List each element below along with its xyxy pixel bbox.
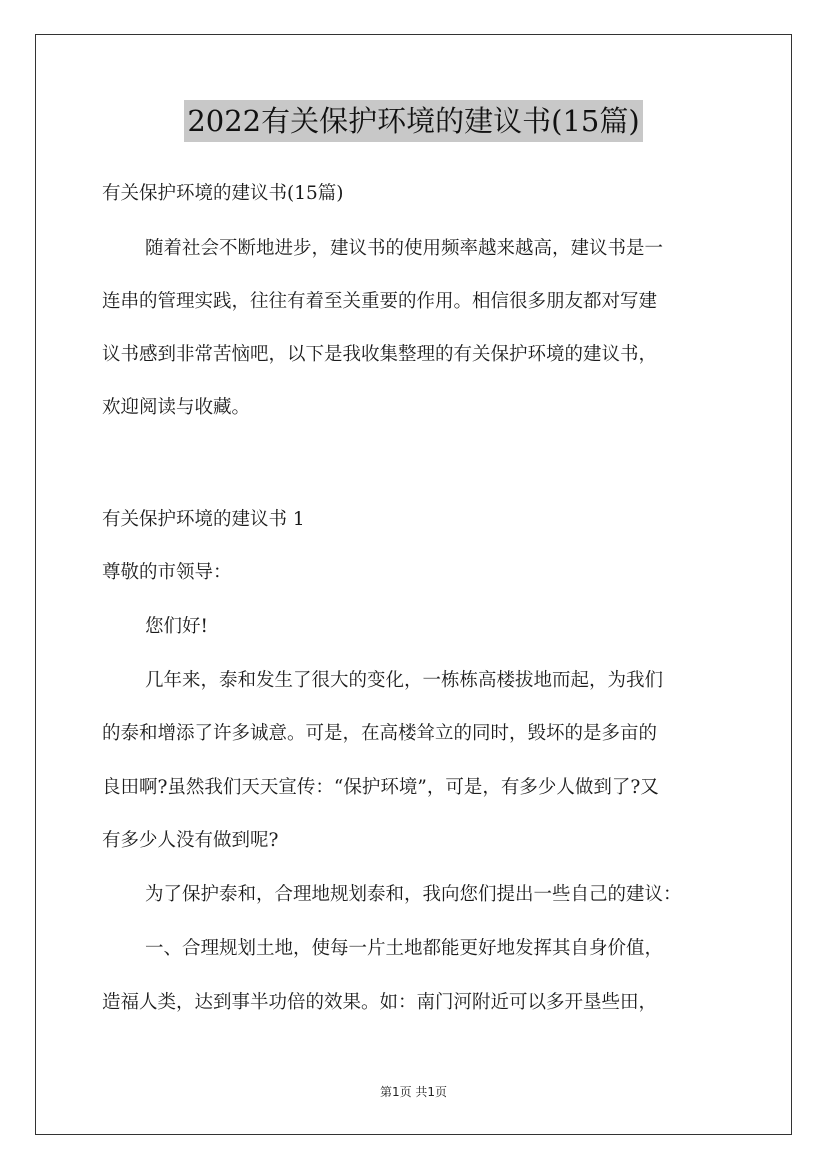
paragraph-line: 几年来，泰和发生了很大的变化，一栋栋高楼拔地而起，为我们 (145, 670, 664, 691)
subtitle-line: 有关保护环境的建议书(15篇) (102, 183, 344, 204)
document-title: 2022有关保护环境的建议书(15篇) (184, 100, 642, 142)
paragraph-line: 为了保护泰和，合理地规划泰和，我向您们提出一些自己的建议： (145, 884, 682, 905)
salutation: 尊敬的市领导： (102, 562, 232, 583)
section-heading: 有关保护环境的建议书 1 (102, 509, 305, 530)
paragraph-line: 议书感到非常苦恼吧，以下是我收集整理的有关保护环境的建议书， (102, 344, 658, 365)
title-container (0, 100, 827, 142)
paragraph-line: 欢迎阅读与收藏。 (102, 397, 251, 418)
paragraph-line: 随着社会不断地进步，建议书的使用频率越来越高，建议书是一 (145, 238, 664, 259)
greeting: 您们好! (145, 616, 208, 637)
page-footer: 第1页 共1页 (379, 1085, 448, 1099)
paragraph-line: 造福人类，达到事半功倍的效果。如：南门河附近可以多开垦些田， (102, 992, 658, 1013)
paragraph-line: 的泰和增添了许多诚意。可是，在高楼耸立的同时，毁坏的是多亩的 (102, 723, 658, 744)
paragraph-line: 良田啊?虽然我们天天宣传：“保护环境”，可是，有多少人做到了?又 (102, 777, 659, 798)
paragraph-line: 连串的管理实践，往往有着至关重要的作用。相信很多朋友都对写建 (102, 291, 658, 312)
paragraph-line: 有多少人没有做到呢? (102, 830, 279, 851)
paragraph-line: 一、合理规划土地，使每一片土地都能更好地发挥其自身价值， (145, 938, 664, 959)
